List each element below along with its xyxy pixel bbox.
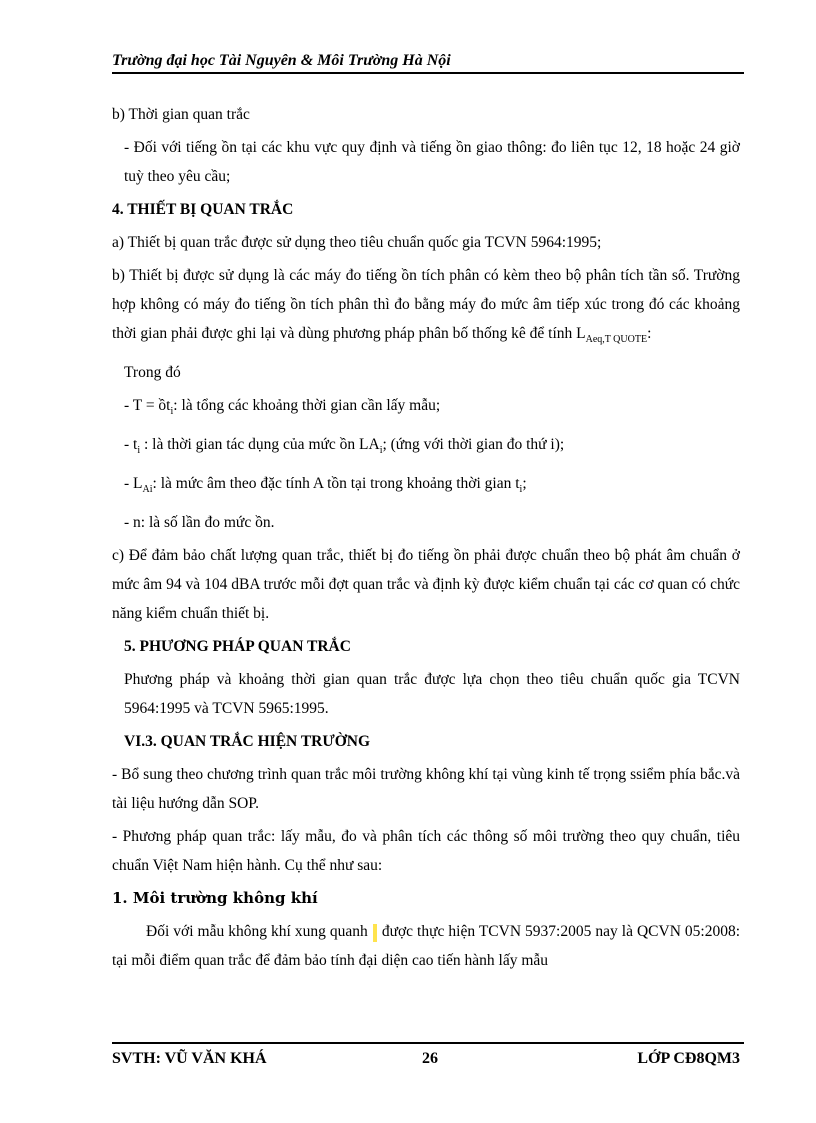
paragraph-5: Phương pháp và khoảng thời gian quan trắc được lựa chọn theo tiêu chuẩn quốc gia TCVN 5964:1995 và TCVN 5965:1995.: [124, 671, 740, 718]
paragraph-4b: [112, 261, 740, 354]
section-5-heading: 5. PHƯƠNG PHÁP QUAN TRẮC: [124, 638, 351, 656]
footer-page-number: 26: [422, 1050, 438, 1067]
definition-L-sub: Ai: [142, 484, 153, 496]
paragraph-4a: a) Thiết bị quan trắc được sử dụng theo tiêu chuẩn quốc gia TCVN 5964:1995;: [112, 234, 602, 251]
definition-t-sub: i: [137, 445, 141, 457]
definition-L: [112, 469, 740, 504]
definition-t-sub2: i: [379, 445, 383, 457]
subsection-1-heading: 1. Môi trường không khí: [112, 889, 318, 908]
definition-t: [112, 430, 740, 465]
paragraph-4c: c) Để đảm bảo chất lượng quan trắc, thiết bị đo tiếng ồn phải được chuẩn theo bộ phát âm chuẩn ở mức âm 94 và 104 dBA trước mỗi đợt quan trắc và định kỳ được kiểm chuẩn tại các cơ quan có chức năng kiểm chuẩn thiết bị.: [112, 547, 740, 623]
definition-L-post: ;: [522, 475, 527, 493]
paragraph-vi3-1: - Bổ sung theo chương trình quan trắc môi trường không khí tại vùng kinh tế trọng ssiểm phía bắc.và tài liệu hướng dẫn SOP.: [112, 766, 740, 813]
section-vi3-heading: VI.3. QUAN TRẮC HIỆN TRƯỜNG: [124, 733, 371, 751]
definition-n: - n: là số lần đo mức ồn.: [124, 514, 275, 532]
section-4-heading: 4. THIẾT BỊ QUAN TRẮC: [112, 201, 294, 218]
document-body: [112, 100, 740, 979]
paragraph-1: [112, 917, 740, 975]
paragraph-time-label: b) Thời gian quan trắc: [112, 106, 250, 123]
where-label: Trong đó: [124, 364, 181, 382]
definition-L-mid: : là mức âm theo đặc tính A tồn tại trong khoảng thời gian t: [152, 475, 520, 493]
paragraph-vi3-2: - Phương pháp quan trắc: lấy mẫu, đo và phân tích các thông số môi trường theo quy chuẩn, tiêu chuẩn Việt Nam hiện hành. Cụ thể như sau:: [112, 828, 740, 875]
footer-student: SVTH: VŨ VĂN KHÁ: [112, 1050, 267, 1067]
definition-T-pre: - T = ồt: [124, 397, 171, 415]
definition-L-sub2: i: [519, 484, 523, 496]
page-header-title: Trường đại học Tài Nguyên & Môi Trường Hà Nội: [112, 52, 451, 69]
footer-divider: [112, 1042, 744, 1044]
paragraph-1-text-b: được thực hiện TCVN 5937:2005 nay là QCVN 05:2008: tại mỗi điểm quan trắc để đảm bảo tính đại diện cao tiến hành lấy mẫu: [112, 923, 741, 970]
header-divider: [112, 72, 744, 74]
definition-t-mid: : là thời gian tác dụng của mức ồn LA: [140, 436, 380, 454]
definition-T-post: : là tổng các khoảng thời gian cần lấy mẫu;: [173, 397, 441, 415]
paragraph-4b-subscript: Aeq,T QUOTE: [585, 334, 648, 346]
footer-class: LỚP CĐ8QM3: [637, 1050, 740, 1067]
paragraph-4b-text: b) Thiết bị được sử dụng là các máy đo tiếng ồn tích phân có kèm theo bộ phân tích tần số. Trường hợp không có máy đo tiếng ồn tích phân thì đo bằng máy đo mức âm tiếp xúc trong đó các khoảng thời gian phải được ghi lại và dùng phương pháp phân bố thống kê để tính L: [112, 267, 740, 342]
definition-T-sub: i: [170, 406, 174, 418]
paragraph-time-text: - Đối với tiếng ồn tại các khu vực quy định và tiếng ồn giao thông: đo liên tục 12, 18 hoặc 24 giờ tuỳ theo yêu cầu;: [124, 139, 740, 185]
paragraph-4b-end: :: [647, 325, 652, 342]
definition-t-post: ; (ứng với thời gian đo thứ i);: [382, 436, 565, 454]
paragraph-1-text-a: Đối với mẫu không khí xung quanh: [146, 923, 368, 941]
definition-t-pre: - t: [124, 436, 138, 454]
definition-T: [112, 391, 740, 426]
definition-L-pre: - L: [124, 475, 143, 493]
text-cursor-highlight: [373, 924, 377, 942]
